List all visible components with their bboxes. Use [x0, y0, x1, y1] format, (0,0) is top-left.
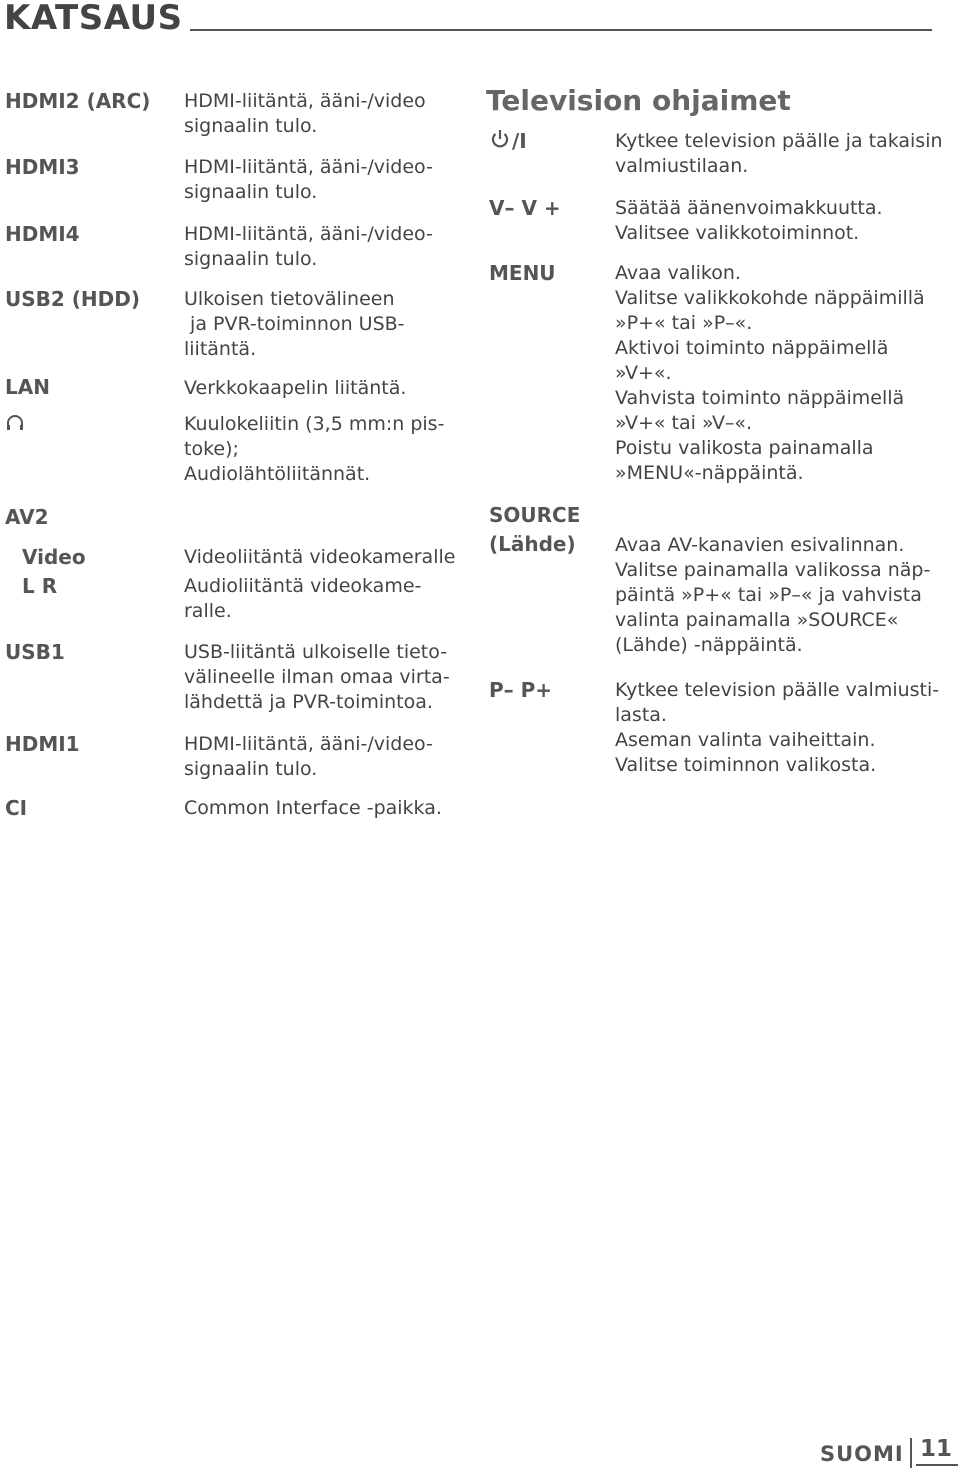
desc-line: Aktivoi toiminto näppäimellä — [615, 337, 889, 359]
desc-lr — [184, 574, 421, 624]
desc-line: toke); — [184, 438, 239, 460]
desc-line: signaalin tulo. — [184, 181, 318, 203]
desc-hdmi3 — [184, 155, 433, 205]
label-lan: LAN — [5, 375, 50, 399]
desc-line: Verkkokaapelin liitäntä. — [184, 377, 407, 399]
desc-line: lasta. — [615, 704, 667, 726]
section-title: Television ohjaimet — [486, 84, 791, 117]
desc-video — [184, 545, 455, 570]
page-title: KATSAUS — [4, 0, 183, 38]
desc-line: (Lähde) -näppäintä. — [615, 634, 803, 656]
headphones-icon — [5, 413, 25, 437]
footer-divider — [910, 1438, 912, 1468]
label-source-fi: (Lähde) — [489, 532, 576, 556]
desc-line: Valitse toiminnon valikosta. — [615, 754, 877, 776]
desc-line: Ulkoisen tietovälineen — [184, 288, 395, 310]
desc-line: Kytkee television päälle valmiusti- — [615, 679, 940, 701]
desc-line: »P+« tai »P–«. — [615, 312, 753, 334]
desc-line: päintä »P+« tai »P–« ja vahvista — [615, 584, 922, 606]
label-usb1: USB1 — [5, 640, 65, 664]
label-menu: MENU — [489, 261, 556, 285]
desc-lan — [184, 376, 406, 401]
desc-line: Vahvista toiminto näppäimellä — [615, 387, 905, 409]
desc-program — [615, 678, 939, 778]
desc-line: lähdettä ja PVR-toimintoa. — [184, 691, 433, 713]
desc-line: valmiustilaan. — [615, 155, 749, 177]
desc-volume — [615, 196, 883, 246]
desc-line: Videoliitäntä videokameralle — [184, 546, 456, 568]
desc-line: välineelle ilman omaa virta- — [184, 666, 450, 688]
desc-headphones — [184, 412, 444, 487]
desc-line: Valitse valikkokohde näppäimillä — [615, 287, 925, 309]
desc-line: signaalin tulo. — [184, 758, 318, 780]
label-source: SOURCE — [489, 503, 581, 527]
desc-line: Säätää äänenvoimakkuutta. — [615, 197, 883, 219]
label-usb2: USB2 (HDD) — [5, 287, 140, 311]
desc-line: Kytkee television päälle ja takaisin — [615, 130, 943, 152]
desc-usb1 — [184, 640, 450, 715]
desc-line: Valitse painamalla valikossa näp- — [615, 559, 931, 581]
desc-line: Common Interface -paikka. — [184, 797, 442, 819]
label-program: P– P+ — [489, 678, 553, 702]
label-power: /I — [512, 129, 527, 153]
desc-hdmi4 — [184, 222, 433, 272]
label-ci: CI — [5, 796, 28, 820]
desc-source — [615, 533, 930, 658]
desc-line: »MENU«-näppäintä. — [615, 462, 804, 484]
label-av2: AV2 — [5, 505, 49, 529]
desc-menu — [615, 261, 925, 486]
desc-line: »V+« tai »V–«. — [615, 412, 753, 434]
desc-line: USB-liitäntä ulkoiselle tieto- — [184, 641, 448, 663]
label-hdmi2: HDMI2 (ARC) — [5, 89, 151, 113]
page-number: 11 — [916, 1436, 958, 1466]
desc-line: Audiolähtöliitännät. — [184, 463, 371, 485]
power-icon — [489, 128, 511, 154]
desc-hdmi2 — [184, 89, 426, 139]
title-rule — [190, 29, 932, 31]
label-volume: V– V + — [489, 196, 561, 220]
label-video: Video — [22, 545, 86, 569]
desc-line: ralle. — [184, 600, 232, 622]
desc-power — [615, 129, 943, 179]
desc-line: HDMI-liitäntä, ääni-/video — [184, 90, 426, 112]
desc-line: HDMI-liitäntä, ääni-/video- — [184, 733, 433, 755]
desc-line: »V+«. — [615, 362, 672, 384]
label-hdmi1: HDMI1 — [5, 732, 80, 756]
label-hdmi4: HDMI4 — [5, 222, 80, 246]
desc-line: HDMI-liitäntä, ääni-/video- — [184, 223, 433, 245]
desc-line: Poistu valikosta painamalla — [615, 437, 874, 459]
label-lr: L R — [22, 574, 58, 598]
desc-line: Aseman valinta vaiheittain. — [615, 729, 876, 751]
label-hdmi3: HDMI3 — [5, 155, 80, 179]
desc-line: ja PVR-toiminnon USB- — [184, 313, 405, 335]
desc-line: Valitsee valikkotoiminnot. — [615, 222, 860, 244]
desc-line: signaalin tulo. — [184, 115, 318, 137]
desc-line: Avaa valikon. — [615, 262, 741, 284]
desc-usb2 — [184, 287, 405, 362]
desc-ci — [184, 796, 442, 821]
desc-line: Kuulokeliitin (3,5 mm:n pis- — [184, 413, 445, 435]
desc-line: signaalin tulo. — [184, 248, 318, 270]
footer-language: SUOMI — [820, 1442, 904, 1466]
desc-line: Avaa AV-kanavien esivalinnan. — [615, 534, 905, 556]
desc-line: liitäntä. — [184, 338, 257, 360]
desc-line: valinta painamalla »SOURCE« — [615, 609, 899, 631]
desc-line: Audioliitäntä videokame- — [184, 575, 422, 597]
desc-line: HDMI-liitäntä, ääni-/video- — [184, 156, 433, 178]
desc-hdmi1 — [184, 732, 433, 782]
